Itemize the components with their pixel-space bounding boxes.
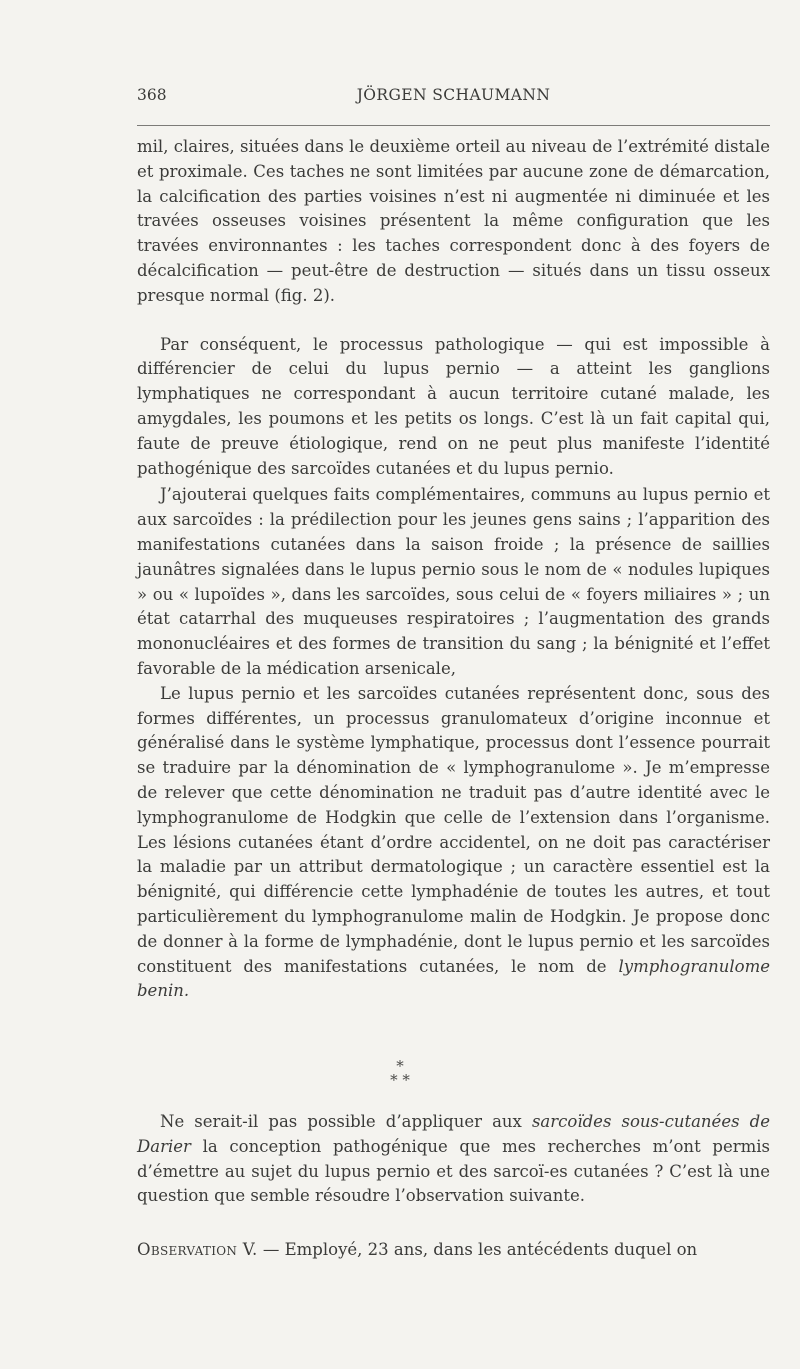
asterism-bottom: * * [390, 1071, 410, 1089]
paragraph-4-text: Le lupus pernio et les sarcoïdes cutanées représentent donc, sous des formes différentes, un processus granulomateux d’origine inconnue et généralisé dans le système lymphatique, processus dont l’essence pourrait se traduire par la dénomination de « lymphogranulome ». Je m’empresse de relever que cette dénomination ne traduit pas d’autre identité avec le lymphogranulome de Hodgkin que celle de l’extension dans l’organisme. Les lésions cutanées étant d’ordre accidentel, on ne doit pas caractériser la maladie par un attribut dermatologique ; un caractère essentiel est la bénignité, qui différencie cette lymphadénie de toutes les autres, et tout particulièrement du lymphogranulome malin de Hodgkin. Je propose donc de donner à la forme de lymphadénie, dont le lupus pernio et les sarcoïdes constituent des manifestations cutanées, le nom de [137, 683, 770, 976]
paragraph-3: J’ajouterai quelques faits complémentaires, communs au lupus pernio et aux sarcoïdes : la prédilection pour les jeunes gens sains ; l’apparition des manifestations cutanées dans la saison froide ; la présence de saillies jaunâtres signalées dans le lupus pernio sous le nom de « nodules lupiques » ou « lupoïdes », dans les sarcoïdes, sous celui de « foyers miliaires » ; un état catarrhal des muqueuses respiratoires ; l’augmentation des grands mononucléaires et des formes de transition du sang ; la bénignité et l’effet favorable de la médication arsenicale, [137, 485, 770, 678]
header-rule [137, 125, 770, 126]
section-text [137, 1110, 770, 1209]
paragraph-5 [137, 1110, 770, 1209]
asterism [0, 1059, 800, 1095]
paragraph-5-end: la conception pathogénique que mes recherches m’ont permis d’émettre au sujet du lupus pernio et des sarcoï-es cutanées ? C’est là une question que semble résoudre l’observation suivante. [137, 1136, 770, 1206]
paragraph-2: Par conséquent, le processus pathologique — qui est impossible à différencier de celui du lupus pernio — a atteint les ganglions lymphatiques ne correspondant à aucun territoire cutané malade, les amygdales, les poumons et les petits os longs. C’est là un fait capital qui, faute de preuve étiologique, rend on ne peut plus manifeste l’identité pathogénique des sarcoïdes cutanées et du lupus pernio. [137, 334, 770, 478]
paragraph-1: mil, claires, situées dans le deuxième orteil au niveau de l’extrémité distale et proximale. Ces taches ne sont limitées par aucune zone de démarcation, la calcification des parties voisines n’est ni augmentée ni diminuée et les travées osseuses voisines présentent la même configuration que les travées environnantes : les taches correspondent donc à des foyers de décalcification — peut-être de destruction — situés dans un tissu osseux presque normal (fig. 2). [137, 137, 770, 305]
running-head: JÖRGEN SCHAUMANN [356, 86, 551, 104]
asterism-top: * [396, 1057, 404, 1075]
paragraph-4-italic: lymphogranulome benin. [137, 956, 770, 1001]
main-text [137, 135, 770, 1004]
paragraph-5-italic: sarcoïdes sous-cutanées de Darier [137, 1112, 770, 1156]
observation-line [137, 1238, 770, 1263]
paragraph-5-start: Ne serait-il pas possible d’appliquer aux [160, 1112, 522, 1131]
page-header [137, 86, 770, 110]
page-number: 368 [137, 86, 167, 104]
paragraph-4 [137, 682, 770, 1004]
observation-label: Observation V. [137, 1240, 258, 1259]
observation-text: — Employé, 23 ans, dans les antécédents duquel on [262, 1240, 698, 1259]
